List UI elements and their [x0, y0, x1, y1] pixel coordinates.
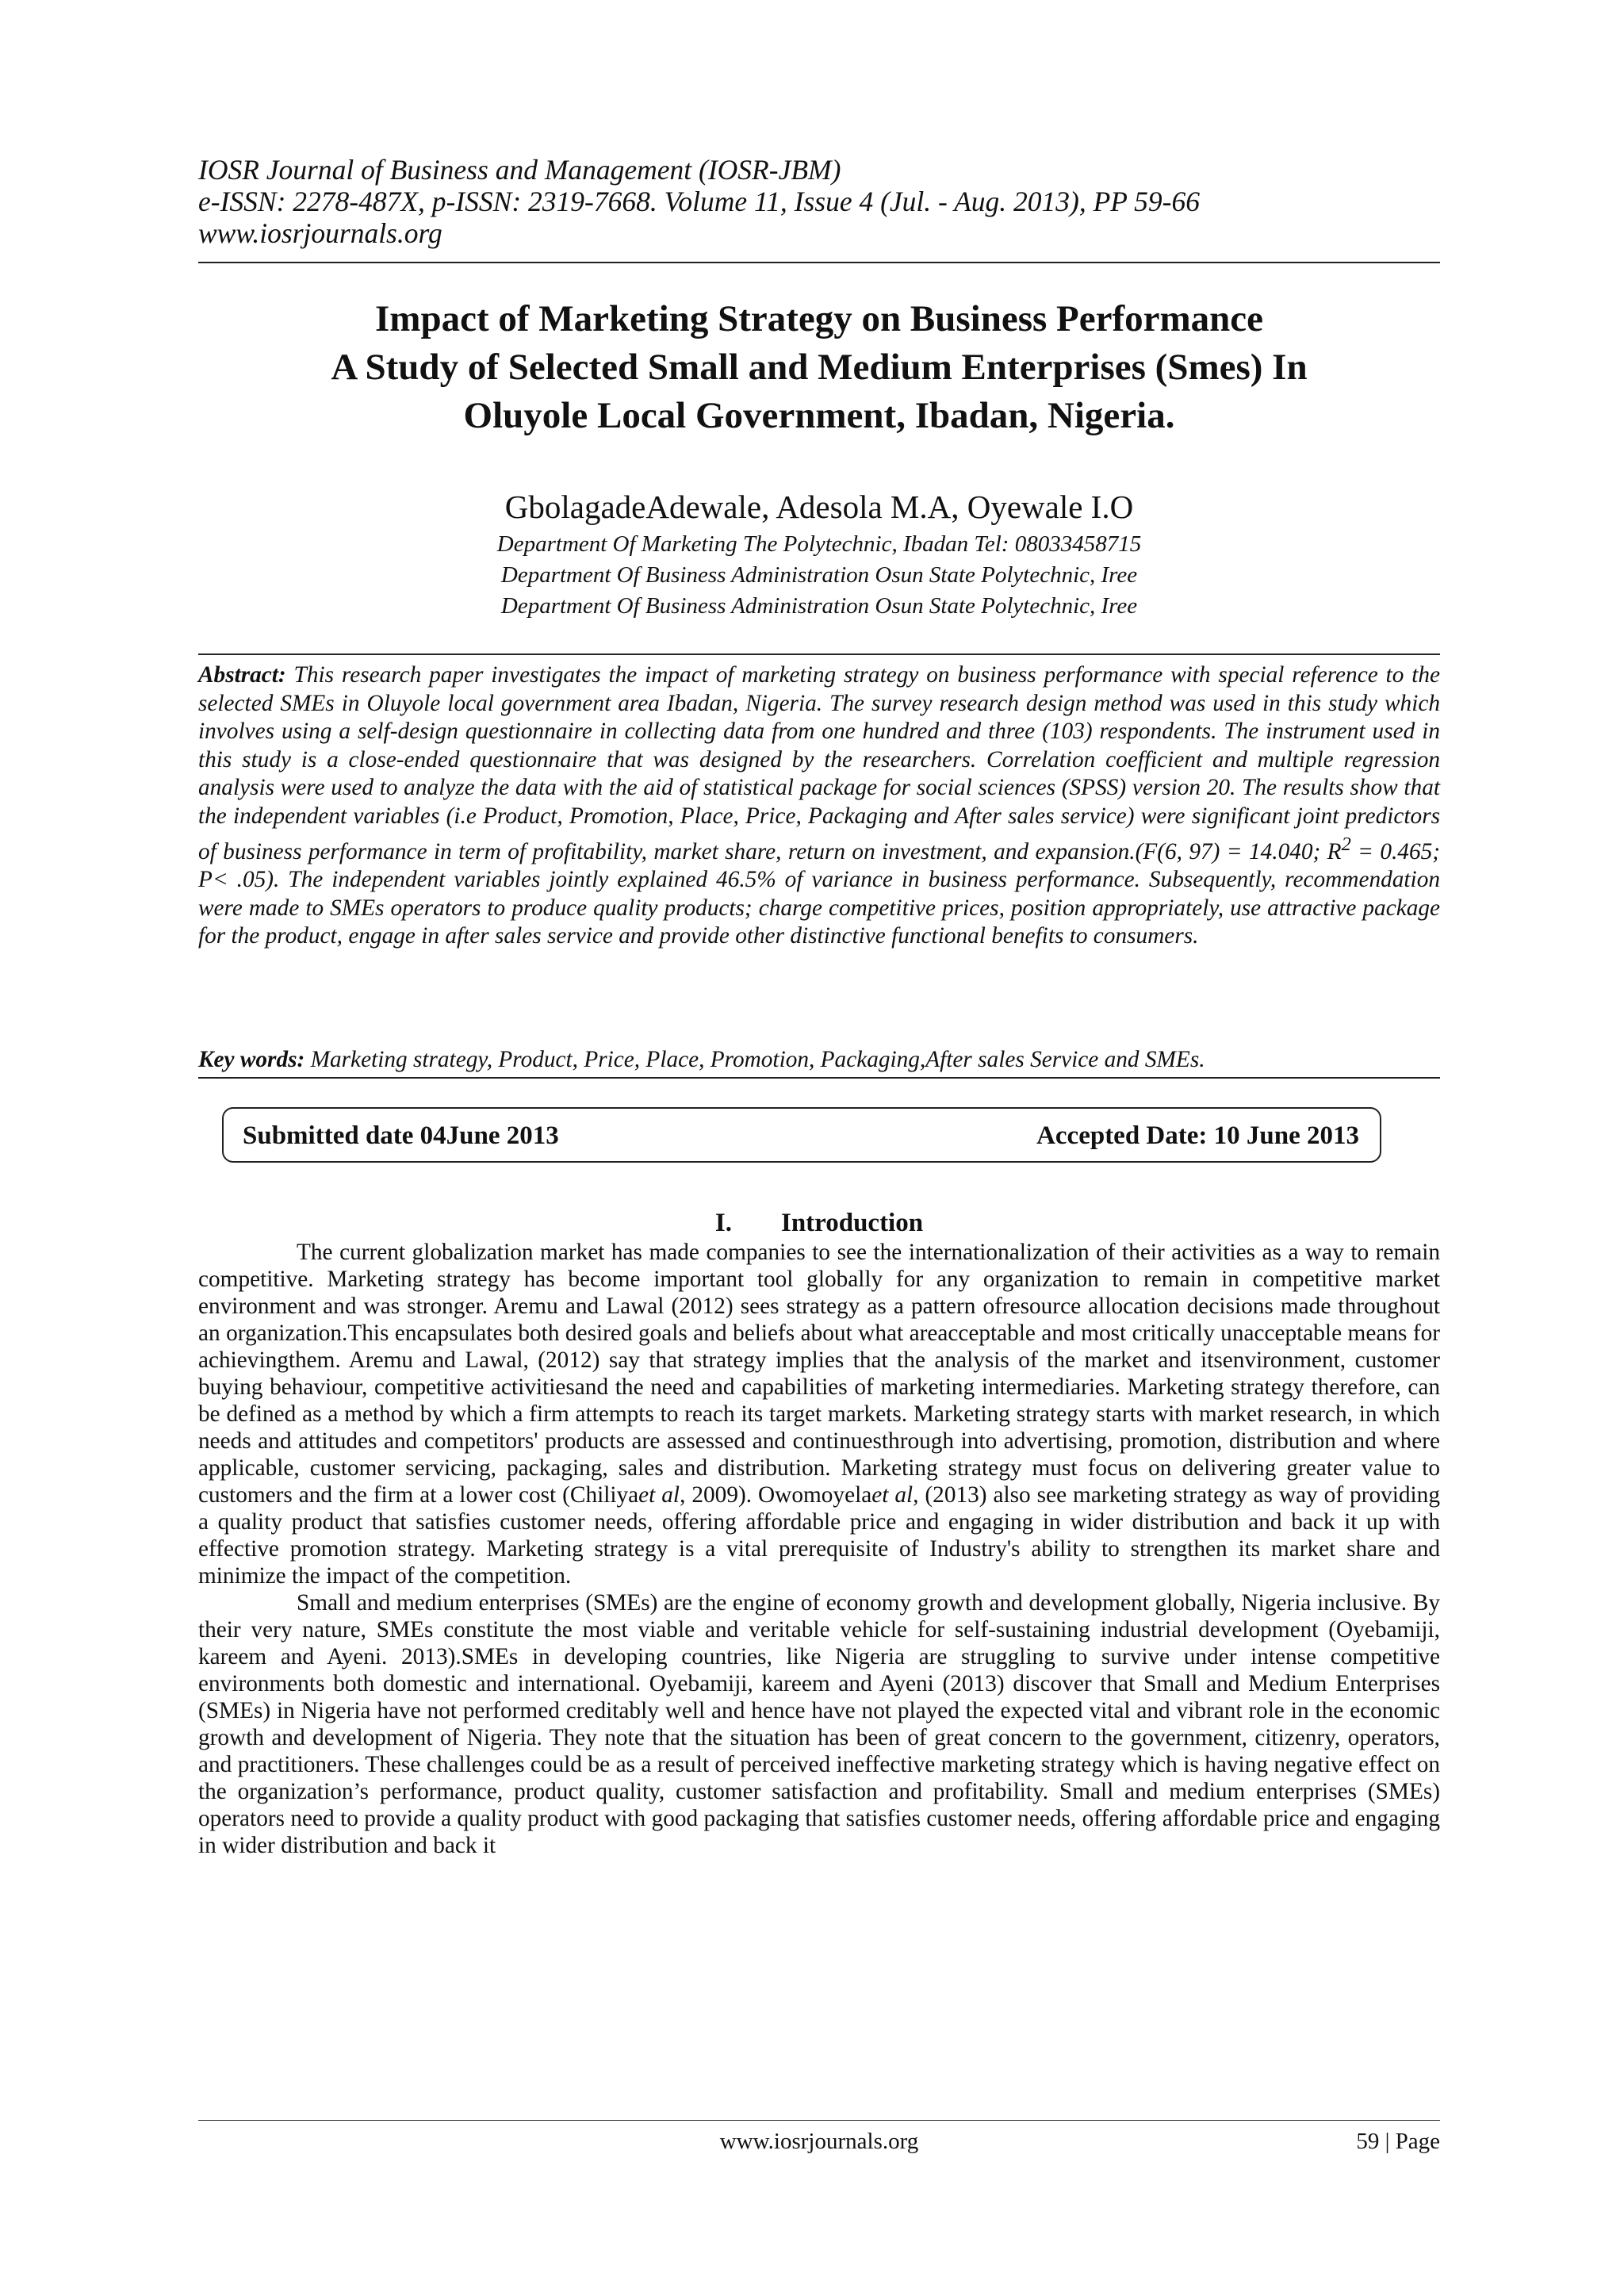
- abstract: [198, 661, 1440, 951]
- section-heading: [198, 1207, 1440, 1239]
- footer-divider: [198, 2120, 1440, 2121]
- abstract-text-1: This research paper investigates the impact of marketing strategy on business performance with special reference to the selected SMEs in Oluyole local government area Ibadan, Nigeria. The survey research design method was used in this study which involves using a self-design questionnaire in collecting data from one hundred and three (103) respondents. The instrument used in this study is a close-ended questionnaire that was designed by the researchers. Correlation coefficient and multiple regression analysis were used to analyze the data with the aid of statistical package for social sciences (SPSS) version 20. The results show that the independent variables (i.e Product, Promotion, Place, Price, Packaging and After sales service) were significant joint predictors of business performance in term of profitability, market share, return on investment, and expansion.(F(6, 97) = 14.040; R: [198, 662, 1440, 864]
- page-number: 59 | Page: [1356, 2129, 1440, 2154]
- abstract-top-divider: [198, 654, 1440, 655]
- intro-p1-text-b: , 2009). Owomoyela: [680, 1482, 872, 1508]
- affiliation-1: Department Of Marketing The Polytechnic, Ibadan Tel: 08033458715: [496, 531, 1142, 557]
- submitted-date: Submitted date 04June 2013: [243, 1121, 559, 1150]
- abstract-superscript: 2: [1341, 834, 1351, 855]
- header-divider: [198, 262, 1440, 263]
- title-line-1: Impact of Marketing Strategy on Business Performance: [375, 298, 1263, 339]
- keywords-label: Key words:: [198, 1047, 305, 1072]
- affiliation-2: Department Of Business Administration Osun State Polytechnic, Iree: [500, 562, 1138, 588]
- journal-header: [198, 154, 1440, 249]
- title-line-3: Oluyole Local Government, Ibadan, Nigeria.: [463, 395, 1175, 436]
- abstract-bottom-divider: [198, 1077, 1440, 1079]
- journal-website: www.iosrjournals.org: [198, 217, 442, 249]
- journal-name: IOSR Journal of Business and Management (IOSR-JBM): [198, 154, 841, 186]
- paper-title: [198, 295, 1440, 440]
- dates-box: [222, 1107, 1381, 1163]
- introduction-body: [198, 1239, 1440, 1859]
- intro-p1-text-a: The current globalization market has made companies to see the internationalization of their activities as a way to remain competitive. Marketing strategy has become important tool globally for any organization to remain in competitive market environment and was stronger. Aremu and Lawal (2012) sees strategy as a pattern ofresource allocation decisions made throughout an organization.This encapsulates both desired goals and beliefs about what areacceptable and most critically unacceptable means for achievingthem. Aremu and Lawal, (2012) say that strategy implies that the analysis of the market and itsenvironment, customer buying behaviour, competitive activitiesand the need and capabilities of marketing intermediaries. Marketing strategy therefore, can be defined as a method by which a firm attempts to reach its target markets. Marketing strategy starts with market research, in which needs and attitudes and competitors' products are assessed and continuesthrough into advertising, promotion, distribution and where applicable, customer servicing, packaging, sales and distribution. Marketing strategy must focus on delivering greater value to customers and the firm at a lower cost (Chiliya: [198, 1240, 1440, 1508]
- section-title: Introduction: [780, 1209, 924, 1237]
- authors: GbolagadeAdewale, Adesola M.A, Oyewale I.O: [504, 489, 1134, 525]
- title-line-2: A Study of Selected Small and Medium Enterprises (Smes) In: [331, 347, 1308, 388]
- intro-p1-text-c: (2013) also see marketing strategy as way of providing a quality product that satisfies customer needs, offering affordable price and engaging in wider distribution and back it up with effective promotion strategy. Marketing strategy is a vital prerequisite of Industry's ability to strengthen its market share and minimize the impact of the competition.: [198, 1482, 1440, 1589]
- intro-p1-italic-2: et al,: [871, 1482, 919, 1508]
- intro-paragraph-2: Small and medium enterprises (SMEs) are the engine of economy growth and development globally, Nigeria inclusive. By their very nature, SMEs constitute the most viable and veritable vehicle for self-sustaining industrial development (Oyebamiji, kareem and Ayeni. 2013).SMEs in developing countries, like Nigeria are struggling to survive under intense competitive environments both domestic and international. Oyebamiji, kareem and Ayeni (2013) discover that Small and Medium Enterprises (SMEs) in Nigeria have not performed creditably well and hence have not played the expected vital and vibrant role in the economic growth and development of Nigeria. They note that the situation has been of great concern to the government, citizenry, operators, and practitioners. These challenges could be as a result of perceived ineffective marketing strategy which is having negative effect on the organization’s performance, product quality, customer satisfaction and profitability. Small and medium enterprises (SMEs) operators need to provide a quality product with good packaging that satisfies customer needs, offering affordable price and engaging in wider distribution and back it: [198, 1590, 1440, 1858]
- abstract-text-2: = 0.465; P< .05). The independent variables jointly explained 46.5% of variance in business performance. Subsequently, recommendation were made to SMEs operators to produce quality products; charge competitive prices, position appropriately, use attractive package for the product, engage in after sales service and provide other distinctive functional benefits to consumers.: [198, 838, 1440, 949]
- abstract-label: Abstract:: [198, 662, 286, 688]
- issn-line: e-ISSN: 2278-487X, p-ISSN: 2319-7668. Volume 11, Issue 4 (Jul. - Aug. 2013), PP 59-66: [198, 186, 1201, 217]
- keywords-text: Marketing strategy, Product, Price, Place, Promotion, Packaging,After sales Service and SMEs.: [304, 1047, 1205, 1072]
- intro-p1-italic-1: et al: [638, 1482, 680, 1508]
- intro-paragraph-1: [198, 1239, 1440, 1589]
- section-number: I.: [714, 1209, 732, 1237]
- affiliation-3: Department Of Business Administration Osun State Polytechnic, Iree: [500, 593, 1138, 619]
- accepted-date: Accepted Date: 10 June 2013: [1036, 1121, 1359, 1150]
- footer-website: www.iosrjournals.org: [719, 2129, 919, 2154]
- affiliations: [198, 529, 1440, 622]
- keywords: [198, 1045, 1440, 1074]
